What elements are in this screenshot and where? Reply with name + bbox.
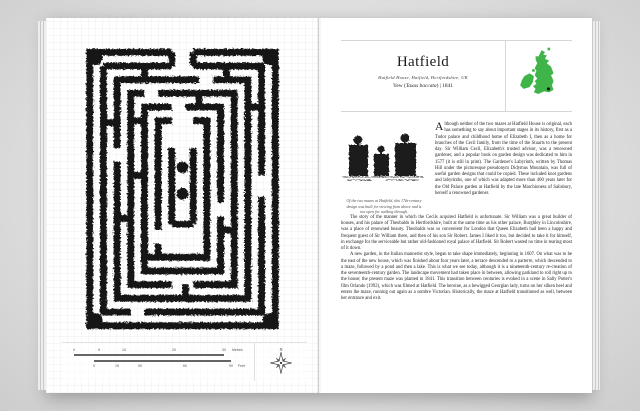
book-gutter (317, 18, 321, 393)
scale-tick-label: 30 (222, 348, 226, 352)
paragraph-1 (435, 122, 572, 197)
site-location: Hatfield House, Hatfield, Hertfordshire, UK (378, 74, 468, 80)
scale-segment (140, 360, 185, 362)
drop-cap: A (435, 121, 444, 133)
species-prefix: Yew ( (393, 82, 406, 89)
species-and-year (341, 83, 505, 89)
chapter-header-text (341, 41, 505, 111)
species-latin-name: Taxus baccata (405, 82, 437, 89)
uk-map-icon (513, 46, 565, 106)
body-text (341, 122, 572, 302)
scale-segment (94, 360, 117, 362)
open-book-spread (46, 18, 592, 393)
scale-tick-label: 10 (122, 348, 126, 352)
scale-segment (117, 360, 140, 362)
scale-tick-label: 5 (98, 348, 100, 352)
paragraph-2: The story of the manner in which the Cecils acquired Hatfield is unfortunate. Sir William was a great builder of houses, and his palace of Theobalds in Hertfordshire, built at the same time as his other palace, Burghley in Lincolnshire, was a place of renowned beauty. Theobalds was so convenient for London that Queen Elizabeth had been a happy and frequent guest of Sir William there, and then of his son Sir Robert. James I liked it too, but decided to take it for himself, in exchange for the serviceable but rather old-fashioned royal palace of Hatfield. Sir Robert wasted no time in tearing most of it down. (341, 214, 572, 252)
first-paragraph-column (427, 122, 572, 215)
maze-plan (80, 42, 285, 336)
compass-rose-icon (266, 345, 296, 379)
compass-north-label: N (279, 346, 283, 352)
right-page (319, 18, 592, 393)
maze-plan-illustration (80, 42, 285, 336)
maze-centre-trees (177, 162, 189, 200)
page-title: Hatfield (396, 54, 450, 70)
scale-segment (174, 354, 224, 356)
paragraph-1-text: lthough neither of the two mazes at Hatfield House is original, each has something to say about important stages in its history, first as a Tudor palace and childhood home of Elizabeth I, then as a home for branches of the Cecil family, from the time of the Stuarts to the present day. Sir William Cecil, Elizabeth's trusted advisor, was a renowned gardener, and a popular book on garden design was dedicated to him in 1577 (it is still in print). The Gardener's Labyrinth, written by Thomas Hill under the picturesque pseudonym Didymus Mountain, was full of useful garden designs that could be copied. These included knot gardens and labyrinths, one of which was adapted more than 400 years later for the Old Palace garden at Hatfield by the late Marchioness of Salisbury, herself a renowned gardener. (435, 122, 572, 196)
illustration-caption: Of the two mazes at Hatfield, this 17th-century design was built for viewing from above and is not open for walking through. (346, 198, 422, 215)
scale-segment (74, 354, 99, 356)
scale-tick-label: 60 (183, 364, 187, 368)
scale-segment (99, 354, 124, 356)
scale-tick-label: 20 (172, 348, 176, 352)
scale-tick-label: 90 (229, 364, 233, 368)
topiary-illustration (341, 130, 425, 186)
scale-segment (185, 360, 231, 362)
scale-feet-label: Feet (238, 364, 246, 368)
plan-footer (62, 342, 307, 381)
scale-tick-label: 15 (115, 364, 119, 368)
scale-tick-label: 30 (138, 364, 142, 368)
paragraph-3: A new garden, in the Italian mannerist style, began to take shape immediately, beginning in 1607. On what was to be the east of the new house, which was finished about four years later, a terrace descended to a parterre, which descended to a maze, followed by a pond and then a lake. This is what we see today, although it is a nineteenth-century re-creation of the seventeenth-century garden. The landscape movement had taken place in between, allowing parkland to roll right up to the house; the present maze was planted in 1841. This transition between centuries is evoked in a scene in Sally Potter's film Orlando (1992), which was filmed at Hatfield. The heroine, as a bewigged Georgian lady, turns on her silken heel and enters the maze, running out again as a sombre Victorian. Historically, the maze at Hatfield transitioned as well, between her entrance and exit. (341, 252, 572, 302)
page-stack-edge-left (38, 21, 46, 390)
compass-box (254, 343, 307, 381)
scale-segment (124, 354, 174, 356)
scale-tick-label: 0 (73, 348, 75, 352)
page-stack-edge-right (592, 21, 600, 390)
site-marker-dot (547, 87, 550, 90)
species-suffix: ) | 1841 (436, 82, 453, 89)
scale-bar (68, 348, 254, 381)
scale-metres-label: Metres (232, 348, 243, 352)
left-page (46, 18, 319, 393)
location-map-box (505, 41, 572, 111)
illustration-column (341, 122, 427, 215)
scale-tick-label: 0 (93, 364, 95, 368)
chapter-header (341, 40, 572, 112)
